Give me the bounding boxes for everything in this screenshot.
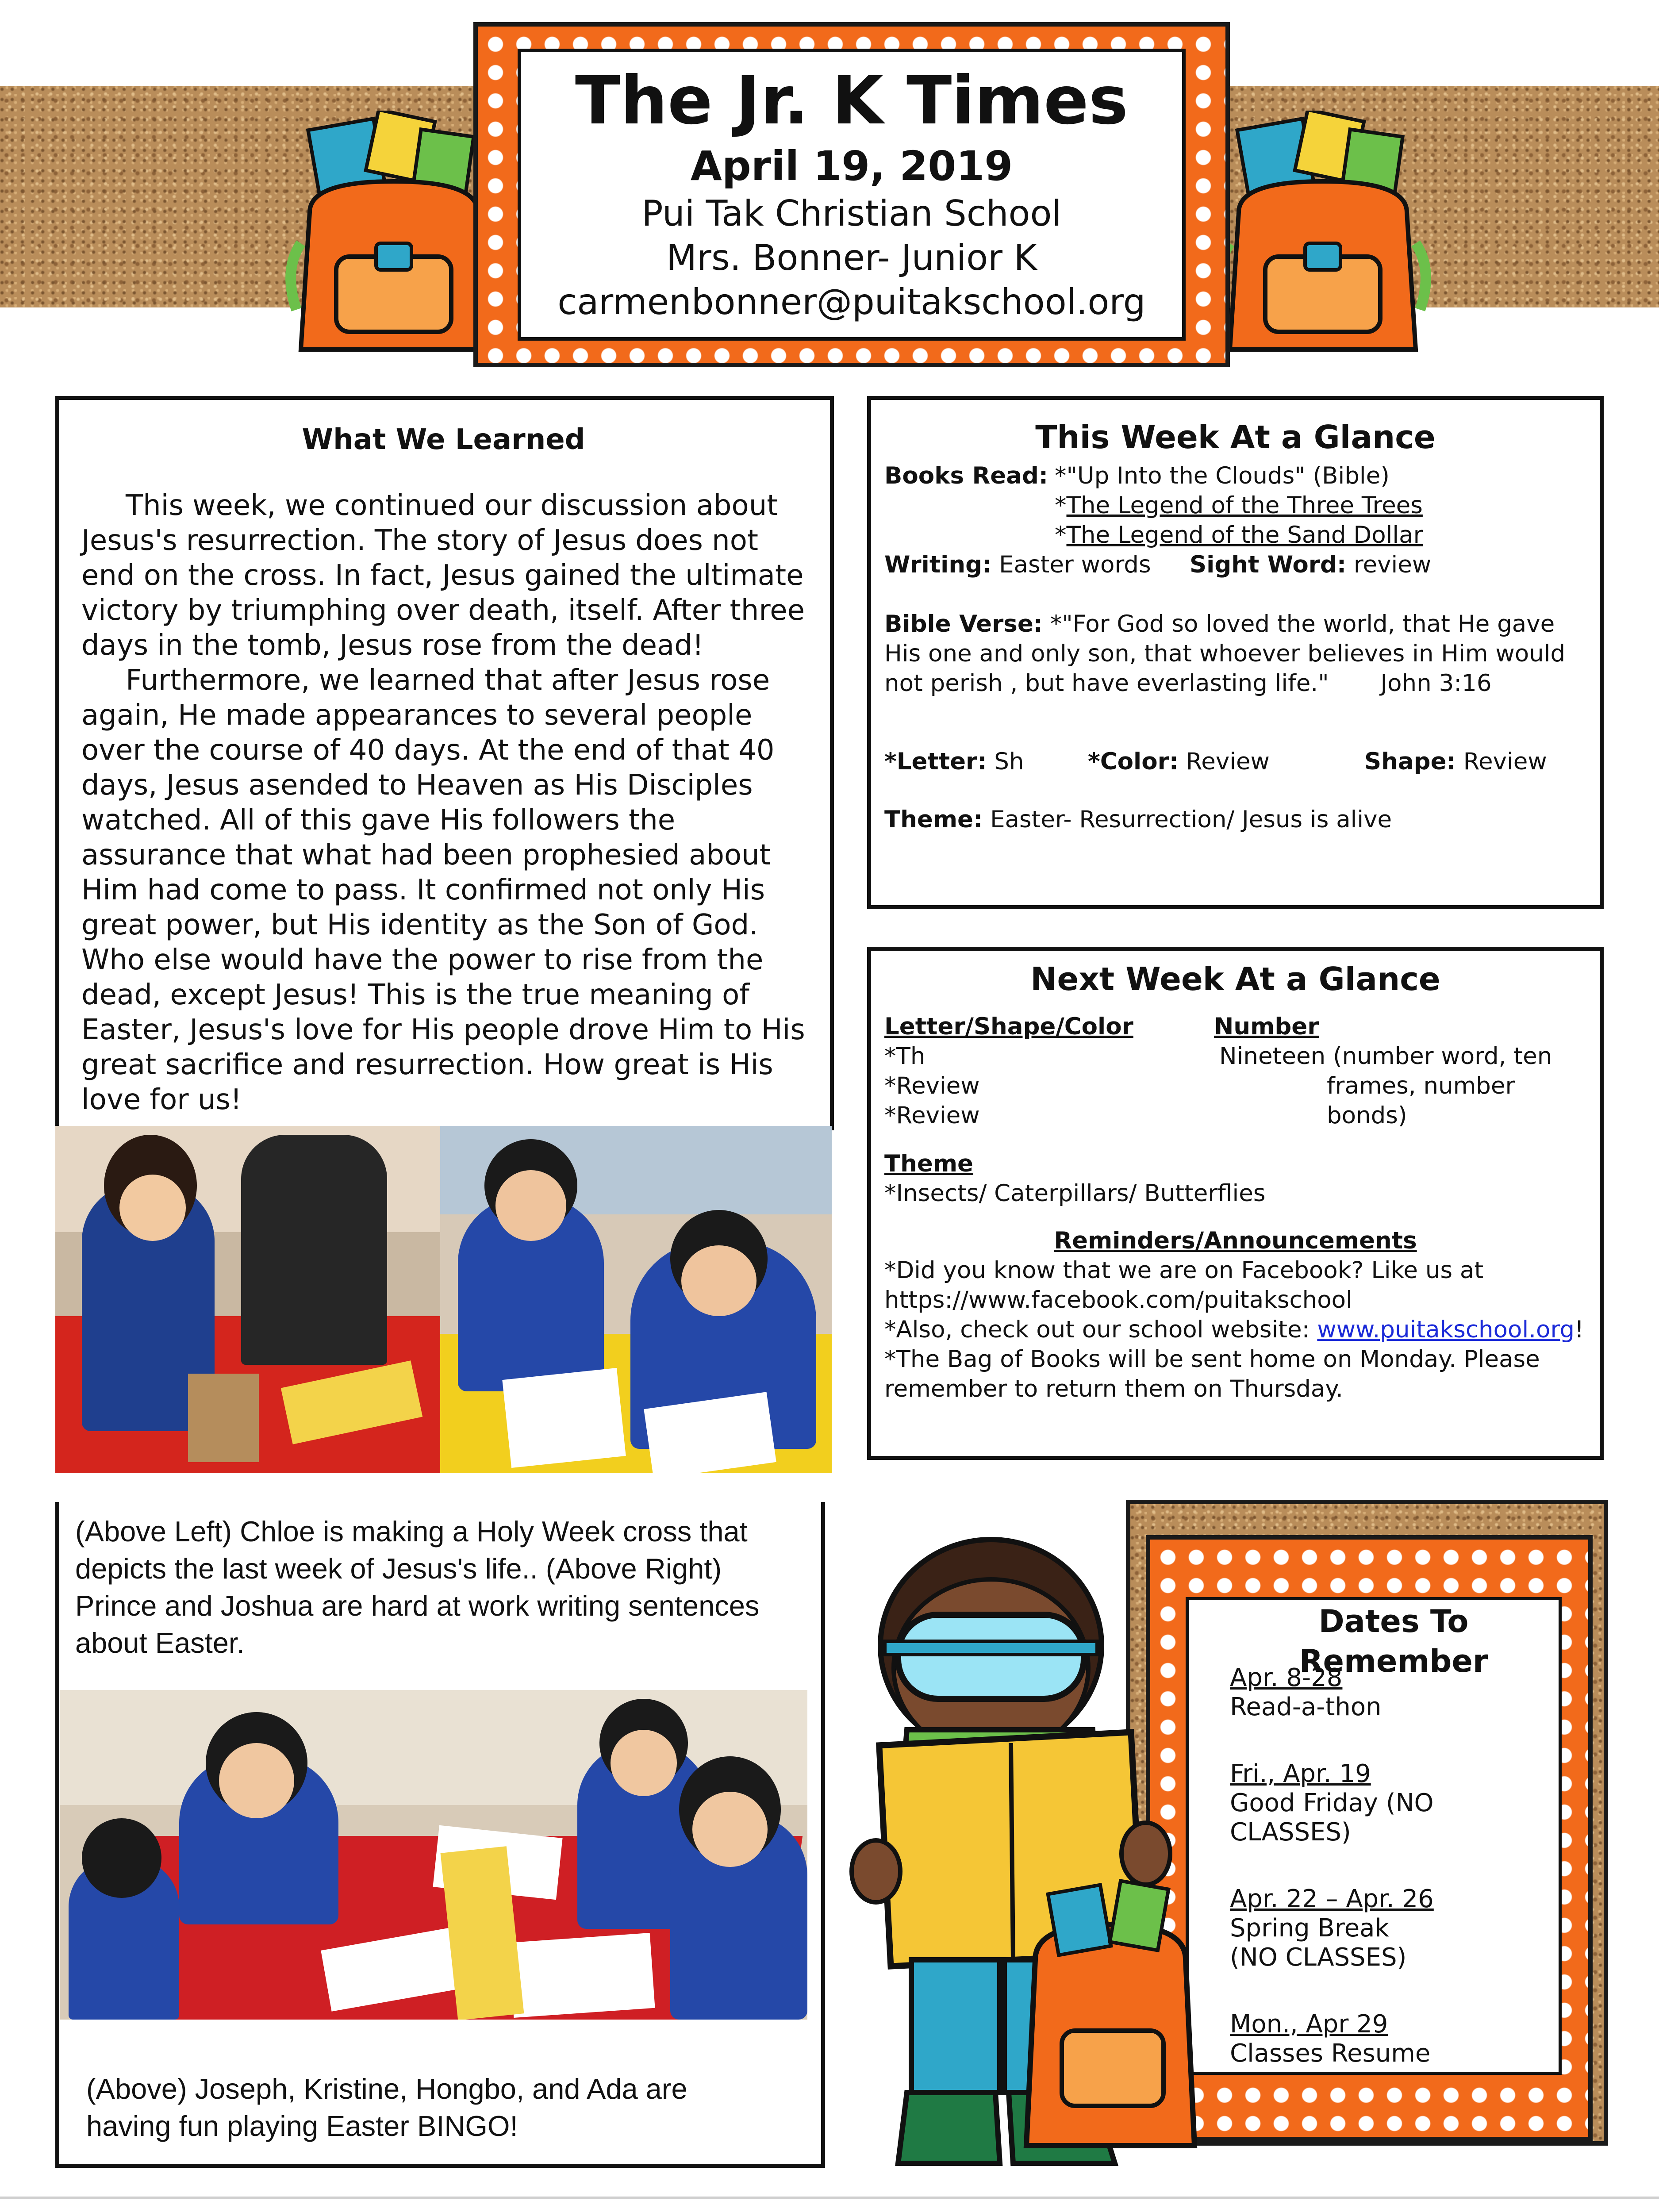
bible-verse-reference: John 3:16: [1380, 670, 1492, 697]
learned-paragraph-1: This week, we continued our discussion about Jesus's resurrection. The story of Jesus does not end on the cross. In fact, Jesus gained the ultimate victory by triumphing over death, itself. After three days in the tomb, Jesus rose from the dead!: [81, 489, 805, 662]
bible-verse-label: Bible Verse:: [884, 611, 1043, 637]
this-week-heading: This Week At a Glance: [1035, 419, 1436, 456]
letter-value: Sh: [994, 748, 1024, 775]
this-week-box: [867, 396, 1604, 909]
letter-shape-color-label: Letter/Shape/Color: [884, 1013, 1133, 1040]
newsletter-title: The Jr. K Times: [575, 62, 1129, 139]
facebook-reminder: *Did you know that we are on Facebook? Like us at https://www.facebook.com/puitakschool: [884, 1257, 1484, 1313]
top-photo-caption: (Above Left) Chloe is making a Holy Week cross that depicts the last week of Jesus's life.. (Above Right) Prince and Joshua are hard at work writing sentences about Easter.: [75, 1515, 760, 1659]
photo-easter-bingo: [60, 1690, 807, 2020]
backpack-illustration-left: [283, 111, 504, 367]
date-item-when: Apr. 8-28: [1230, 1663, 1343, 1692]
sight-word-label: Sight Word:: [1190, 551, 1347, 578]
next-week-box: [867, 947, 1604, 1460]
theme-value: Easter- Resurrection/ Jesus is alive: [990, 806, 1392, 833]
date-item-what: Read-a-thon: [1230, 1693, 1382, 1721]
school-website-link[interactable]: www.puitakschool.org: [1317, 1316, 1575, 1343]
teacher-email[interactable]: carmenbonner@puitakschool.org: [557, 281, 1146, 323]
photo-chloe-holy-week-cross: [55, 1126, 440, 1473]
newsletter-date: April 19, 2019: [690, 142, 1013, 190]
date-item-what: Spring Break (NO CLASSES): [1230, 1914, 1407, 1972]
date-item-when: Mon., Apr 29: [1230, 2010, 1388, 2039]
teacher-name: Mrs. Bonner- Junior K: [666, 237, 1037, 278]
book-1: *"Up Into the Clouds" (Bible): [1055, 462, 1390, 489]
date-item: [1230, 1759, 1557, 1847]
shape-label: Shape:: [1364, 748, 1456, 775]
books-read-label: Books Read:: [884, 462, 1048, 489]
photo-prince-joshua-writing: [440, 1126, 832, 1473]
date-item-when: Fri., Apr. 19: [1230, 1759, 1371, 1788]
book-2: The Legend of the Three Trees: [1066, 492, 1423, 519]
reminders-label: Reminders/Announcements: [1054, 1227, 1417, 1254]
next-theme-value: *Insects/ Caterpillars/ Butterflies: [884, 1180, 1266, 1207]
writing-value: Easter words: [999, 551, 1151, 578]
color-label: *Color:: [1088, 748, 1179, 775]
letter-label: *Letter:: [884, 748, 987, 775]
header-title-panel: [518, 49, 1186, 341]
date-item-what: Classes Resume: [1230, 2039, 1431, 2068]
theme-label: Theme:: [884, 806, 983, 833]
book-3: The Legend of the Sand Dollar: [1066, 522, 1423, 549]
what-we-learned-box: [55, 396, 834, 1130]
color-value: Review: [1186, 748, 1270, 775]
number-line-2: frames, number bonds): [1327, 1072, 1515, 1129]
dates-list: [1230, 1663, 1557, 2068]
shape-value: Review: [1463, 748, 1547, 775]
writing-label: Writing:: [884, 551, 992, 578]
number-label: Number: [1214, 1013, 1319, 1040]
date-item: [1230, 1885, 1557, 1972]
next-theme-label: Theme: [884, 1150, 974, 1177]
bottom-photo-caption: (Above) Joseph, Kristine, Hongbo, and Ada are having fun playing Easter BINGO!: [86, 2073, 687, 2142]
book-2-bullet: *: [1055, 492, 1067, 519]
bible-verse-text: *"For God so loved the world, that He gave His one and only son, that whoever believes in Him would not perish , but have everlasting life.": [884, 611, 1566, 697]
website-reminder-prefix: *Also, check out our school website:: [884, 1316, 1310, 1343]
website-reminder-suffix: !: [1574, 1316, 1584, 1343]
bag-of-books-reminder: *The Bag of Books will be sent home on Monday. Please remember to return them on Thursday.: [884, 1346, 1540, 1402]
lsc-item: *Review: [884, 1102, 980, 1129]
date-item-what: Good Friday (NO CLASSES): [1230, 1789, 1434, 1847]
sight-word-value: review: [1353, 551, 1432, 578]
book-3-bullet: *: [1055, 522, 1067, 549]
next-week-heading: Next Week At a Glance: [1030, 960, 1440, 998]
school-name: Pui Tak Christian School: [641, 193, 1062, 234]
page-bottom-rule: [0, 2197, 1659, 2199]
date-item: [1230, 2010, 1557, 2068]
number-line-1: Nineteen (number word, ten: [1219, 1043, 1552, 1070]
dates-heading: Dates To Remember: [1299, 1603, 1488, 1679]
what-we-learned-heading: What We Learned: [302, 423, 585, 456]
learned-paragraph-2: Furthermore, we learned that after Jesus rose again, He made appearances to several people over the course of 40 days. At the end of that 40 days, Jesus asended to Heaven as His Disciples watched. All of this gave His followers the assurance that what had been prophesied about Him had come to pass. It confirmed not only His great power, but His identity as the Son of God. Who else would have the power to rise from the dead, except Jesus! This is the true meaning of Easter, Jesus's love for His people drove Him to His great sacrifice and resurrection. How great is His love for us!: [81, 664, 805, 1116]
backpack-illustration-right: [1212, 111, 1433, 367]
date-item: [1230, 1663, 1557, 1722]
lsc-item: *Review: [884, 1072, 980, 1099]
lsc-item: *Th: [884, 1043, 926, 1070]
date-item-when: Apr. 22 – Apr. 26: [1230, 1885, 1434, 1913]
reading-kid-illustration: [845, 1535, 1279, 2199]
